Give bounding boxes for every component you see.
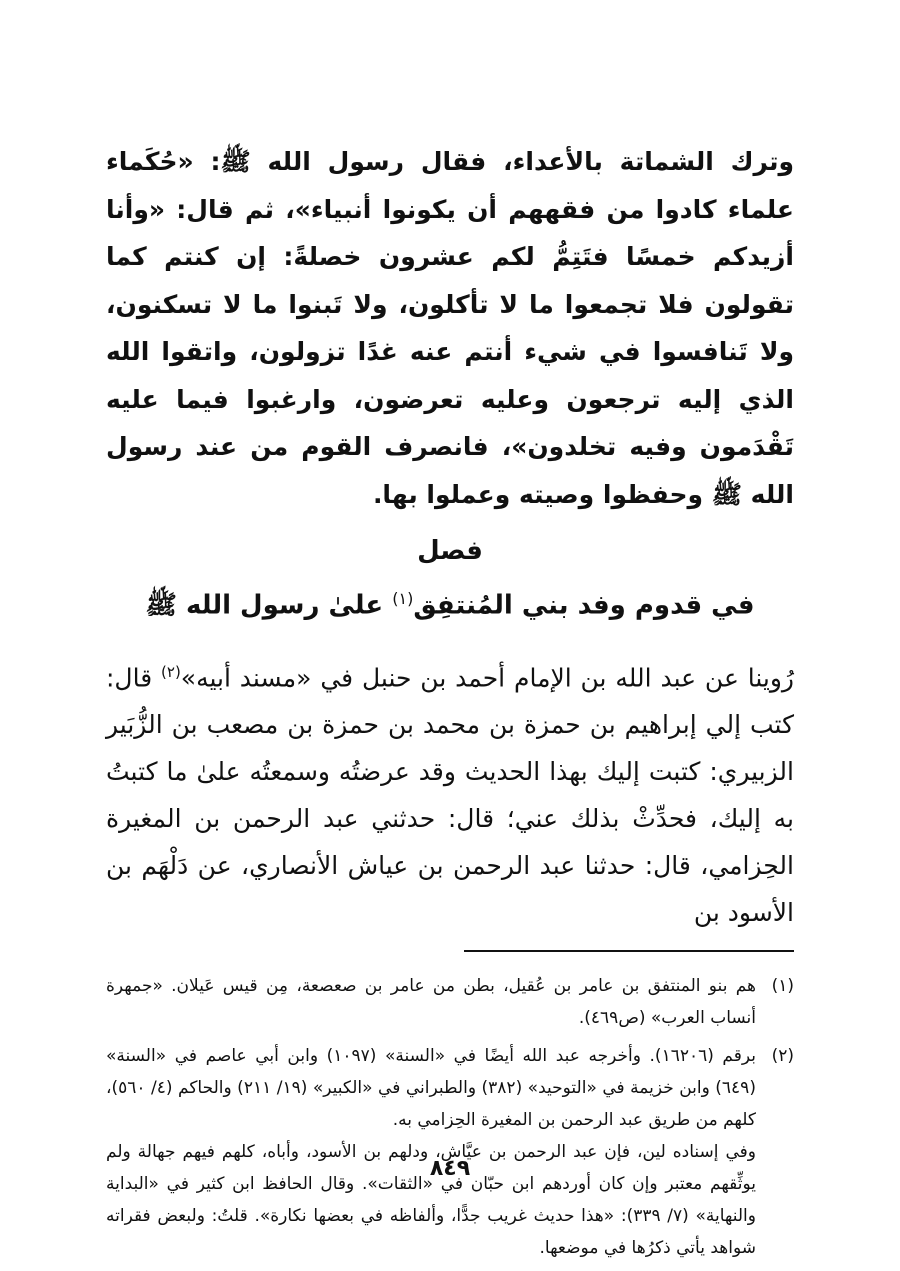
main-paragraph-text-rest: قال: كتب إلي إبراهيم بن حمزة بن محمد بن حمزة بن مصعب بن الزُّبَير الزبيري: كتبت إليك بهذا الحديث وقد عرضتُه وسمعتُه علىٰ ما كتبتُ به إليك، فحدِّثْ بذلك عني؛ قال: حدثني عبد الرحمن بن المغيرة الحِزامي، قال: حدثنا عبد الرحمن بن عياش الأنصاري، عن دَلْهَم بن الأسود بن: [106, 662, 794, 927]
footnote-line: برقم (١٦٢٠٦). وأخرجه عبد الله أيضًا في «السنة» (١٠٩٧) وابن أبي عاصم في «السنة» (٦٤٩) وابن خزيمة في «التوحيد» (٣٨٢) والطبراني في «الكبير» (١٩/ ٢١١) والحاكم (٤/ ٥٦٠)، كلهم من طريق عبد الرحمن بن المغيرة الحِزامي به.: [106, 1045, 756, 1130]
chapter-title: [106, 580, 794, 625]
footnote-line: هم بنو المنتفق بن عامر بن عُقيل، بطن من عامر بن صعصعة، مِن قيس عَيلان. «جمهرة أنساب العرب» (ص٤٦٩).: [106, 975, 756, 1028]
footnote-ref-2[interactable]: (٢): [161, 662, 181, 681]
footnote-text: [106, 970, 756, 1034]
footnote-divider: [464, 950, 794, 952]
footnote-number: (١): [771, 975, 794, 996]
footnote: [106, 970, 794, 1034]
top-paragraph-text: وترك الشماتة بالأعداء، فقال رسول الله ﷺ: «حُكَماء علماء كادوا من فقههم أن يكونوا أنبياء»، ثم قال: «وأنا أزيدكم خمسًا فتَتِمُّ لكم عشرون خصلةً: إن كنتم كما تقولون فلا تجمعوا ما لا تأكلون، ولا تَبنوا ما لا تسكنون، ولا تَنافسوا في شيء أنتم عنه غدًا تزولون، واتقوا الله الذي إليه ترجعون وعليه تعرضون، وارغبوا فيما عليه تَقْدَمون وفيه تخلدون»، فانصرف القوم من عند رسول الله ﷺ وحفظوا وصيته وعملوا بها.: [106, 147, 794, 509]
chapter-title-text-end: علىٰ رسول الله ﷺ: [145, 590, 393, 621]
footnote-text: [106, 1040, 756, 1264]
footnote-line: وفي إسناده لين، فإن عبد الرحمن بن عيَّاش، ودلهم بن الأسود، وأباه، كلهم فيهم جهالة ولم يوثِّقهم معتبر وإن كان أوردهم ابن حبّان في «الثقات». وقال الحافظ ابن كثير في «البداية والنهاية» (٧/ ٣٣٩): «هذا حديث غريب جدًّا، وألفاظه في بعضها نكارة». قلتُ: ولبعض فقراته شواهد يأتي ذكرُها في موضعها.: [106, 1141, 756, 1258]
chapter-title-text: في قدوم وفد بني المُنتفِق: [413, 590, 755, 621]
footnote-number: (٢): [771, 1045, 794, 1066]
main-paragraph-text-start: رُوينا عن عبد الله بن الإمام أحمد بن حنبل في «مسند أبيه»: [180, 662, 794, 692]
book-page: [106, 138, 794, 1258]
top-paragraph: [106, 138, 794, 518]
main-paragraph: [106, 649, 794, 936]
footnotes: [106, 970, 794, 1264]
footnote-ref-1[interactable]: (١): [392, 589, 414, 608]
section-heading: فصل: [417, 536, 483, 566]
footnote: [106, 1040, 794, 1264]
page-number: ٨٤٩: [429, 1156, 471, 1181]
